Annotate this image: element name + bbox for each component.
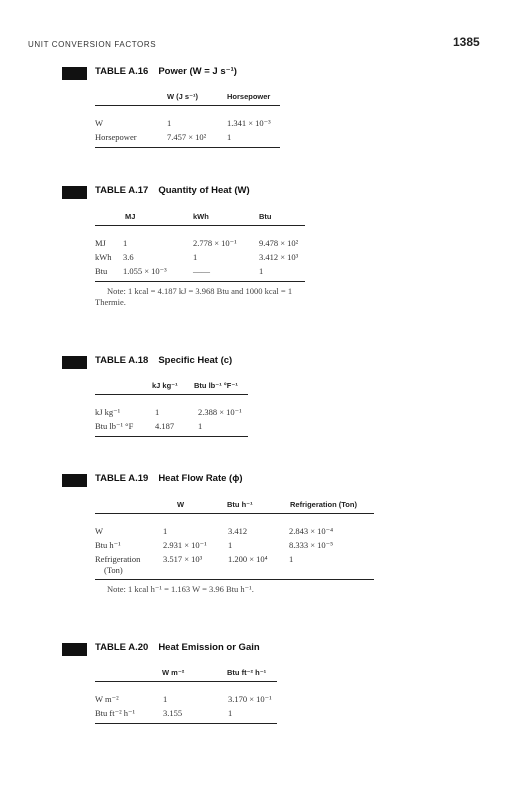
table-row bbox=[95, 565, 374, 579]
table-cell: 1.200 × 10⁴ bbox=[228, 554, 268, 564]
row-label: Horsepower bbox=[95, 132, 137, 142]
table-cell: 2.778 × 10⁻¹ bbox=[193, 238, 237, 248]
column-header: kJ kg⁻¹ bbox=[152, 381, 178, 390]
table-grid bbox=[95, 92, 280, 148]
table-row bbox=[95, 118, 280, 132]
row-label: Btu lb⁻¹ °F bbox=[95, 421, 134, 431]
table-cell: 3.412 × 10³ bbox=[259, 252, 299, 262]
column-header: MJ bbox=[125, 212, 136, 221]
table-row bbox=[95, 238, 305, 252]
column-header: Horsepower bbox=[227, 92, 271, 101]
column-header: W m⁻² bbox=[162, 668, 185, 677]
table-cell: 1 bbox=[123, 238, 128, 248]
table-title: Heat Flow Rate (ϕ) bbox=[158, 473, 243, 484]
table-cell: 1 bbox=[227, 132, 232, 142]
table-cell: —— bbox=[193, 266, 210, 276]
row-label: Btu bbox=[95, 266, 108, 276]
table-number: TABLE A.16 bbox=[95, 66, 149, 77]
table-cell: 1 bbox=[167, 118, 172, 128]
table-rule bbox=[95, 147, 280, 148]
table-marker bbox=[62, 186, 87, 199]
table-cell: 1 bbox=[198, 421, 203, 431]
table-marker bbox=[62, 67, 87, 80]
row-label: Refrigeration bbox=[95, 554, 141, 564]
table-row bbox=[95, 266, 305, 281]
table-cell: 1 bbox=[163, 694, 168, 704]
table-cell: 1 bbox=[155, 407, 160, 417]
row-label: W bbox=[95, 526, 104, 536]
table-grid bbox=[95, 212, 305, 308]
table-row bbox=[95, 252, 305, 266]
table-row bbox=[95, 421, 248, 436]
row-label: W bbox=[95, 118, 104, 128]
table-rule bbox=[95, 436, 248, 437]
table-a20 bbox=[62, 642, 302, 724]
table-cell: 7.457 × 10² bbox=[167, 132, 207, 142]
row-label: W m⁻² bbox=[95, 694, 119, 704]
table-caption bbox=[62, 185, 312, 201]
table-cell: 1 bbox=[259, 266, 264, 276]
page-number: 1385 bbox=[453, 35, 480, 49]
table-note: Note: 1 kcal h⁻¹ = 1.163 W = 3.96 Btu h⁻¹. bbox=[107, 584, 254, 594]
table-title: Specific Heat (c) bbox=[158, 355, 233, 366]
table-rule bbox=[95, 513, 374, 514]
column-header: Btu bbox=[259, 212, 272, 221]
column-header: Btu lb⁻¹ °F⁻¹ bbox=[194, 381, 238, 390]
column-header: Btu ft⁻² h⁻¹ bbox=[227, 668, 267, 677]
table-row bbox=[95, 708, 277, 723]
row-label: Btu h⁻¹ bbox=[95, 540, 121, 550]
table-cell: 3.155 bbox=[163, 708, 183, 718]
table-a16 bbox=[62, 66, 292, 148]
table-cell: 8.333 × 10⁻⁵ bbox=[289, 540, 334, 550]
table-rule bbox=[95, 225, 305, 226]
header-row bbox=[95, 500, 374, 513]
table-cell: 3.517 × 10³ bbox=[163, 554, 203, 564]
table-rule bbox=[95, 681, 277, 682]
row-label: (Ton) bbox=[104, 565, 123, 575]
table-row bbox=[95, 540, 374, 554]
table-note: Note: 1 kcal = 4.187 kJ = 3.968 Btu and 1000 kcal = 1 Thermie. bbox=[95, 286, 293, 307]
table-title: Quantity of Heat (W) bbox=[158, 185, 250, 196]
table-grid bbox=[95, 668, 277, 724]
table-number: TABLE A.20 bbox=[95, 642, 149, 653]
table-marker bbox=[62, 474, 87, 487]
column-header: kWh bbox=[193, 212, 209, 221]
table-marker bbox=[62, 356, 87, 369]
header-row bbox=[95, 92, 280, 105]
table-row bbox=[95, 554, 374, 565]
table-number: TABLE A.19 bbox=[95, 473, 149, 484]
table-rule bbox=[95, 105, 280, 106]
table-row bbox=[95, 407, 248, 421]
column-header: Btu h⁻¹ bbox=[227, 500, 253, 509]
table-a18 bbox=[62, 355, 292, 437]
table-cell: 1 bbox=[163, 526, 168, 536]
table-title: Heat Emission or Gain bbox=[158, 642, 260, 653]
table-cell: 3.170 × 10⁻¹ bbox=[228, 694, 272, 704]
row-label: kWh bbox=[95, 252, 112, 262]
table-cell: 1 bbox=[228, 540, 233, 550]
table-cell: 3.6 bbox=[123, 252, 134, 262]
table-title: Power (W = J s⁻¹) bbox=[158, 66, 237, 77]
table-rule bbox=[95, 394, 248, 395]
column-header: Refrigeration (Ton) bbox=[290, 500, 357, 509]
running-head: UNIT CONVERSION FACTORS bbox=[28, 40, 157, 49]
table-cell: 2.388 × 10⁻¹ bbox=[198, 407, 242, 417]
table-a17 bbox=[62, 185, 312, 308]
row-label: MJ bbox=[95, 238, 106, 248]
table-caption bbox=[62, 355, 292, 371]
column-header: W (J s⁻¹) bbox=[167, 92, 199, 101]
table-cell: 1 bbox=[193, 252, 198, 262]
table-caption bbox=[62, 66, 292, 82]
table-rule bbox=[95, 723, 277, 724]
header-row bbox=[95, 381, 248, 394]
header-row bbox=[95, 212, 305, 225]
column-header: W bbox=[177, 500, 185, 509]
row-label: Btu ft⁻² h⁻¹ bbox=[95, 708, 136, 718]
table-cell: 1 bbox=[228, 708, 233, 718]
table-number: TABLE A.18 bbox=[95, 355, 149, 366]
row-label: kJ kg⁻¹ bbox=[95, 407, 121, 417]
table-cell: 2.843 × 10⁻⁴ bbox=[289, 526, 334, 536]
table-cell: 3.412 bbox=[228, 526, 248, 536]
table-cell: 9.478 × 10² bbox=[259, 238, 299, 248]
table-row bbox=[95, 526, 374, 540]
table-caption bbox=[62, 642, 302, 658]
table-cell: 1.055 × 10⁻³ bbox=[123, 266, 167, 276]
table-grid bbox=[95, 500, 374, 595]
header-row bbox=[95, 668, 277, 681]
table-caption bbox=[62, 473, 382, 489]
table-marker bbox=[62, 643, 87, 656]
table-a19 bbox=[62, 473, 382, 595]
table-grid bbox=[95, 381, 248, 437]
table-cell: 2.931 × 10⁻¹ bbox=[163, 540, 207, 550]
table-cell: 1.341 × 10⁻³ bbox=[227, 118, 271, 128]
table-cell: 1 bbox=[289, 554, 294, 564]
table-number: TABLE A.17 bbox=[95, 185, 149, 196]
table-cell: 4.187 bbox=[155, 421, 175, 431]
table-row bbox=[95, 132, 280, 147]
table-row bbox=[95, 694, 277, 708]
